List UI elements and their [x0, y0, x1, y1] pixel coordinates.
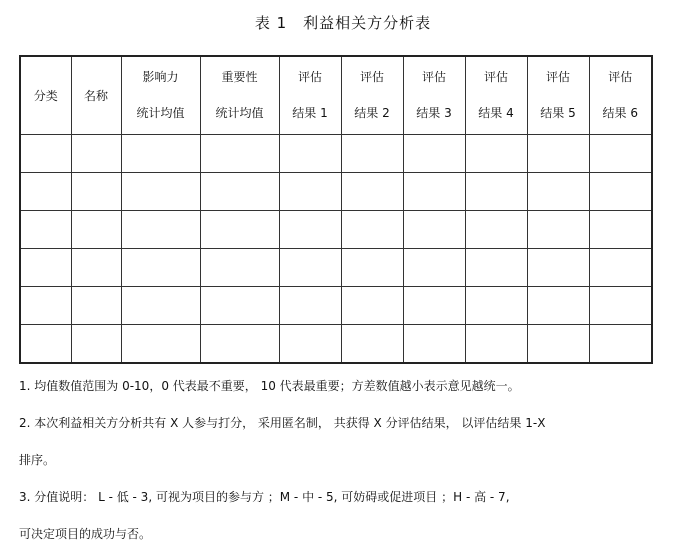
table-cell: [279, 134, 341, 172]
table-row: [21, 134, 651, 172]
table-cell: [121, 248, 200, 286]
table-cell: [71, 248, 121, 286]
table-row: [21, 248, 651, 286]
header-result-3: 评估 结果 3: [403, 57, 465, 134]
table-cell: [21, 248, 71, 286]
table-cell: [465, 134, 527, 172]
table-cell: [341, 210, 403, 248]
table-cell: [341, 248, 403, 286]
table-cell: [71, 286, 121, 324]
table-cell: [341, 134, 403, 172]
table-cell: [403, 286, 465, 324]
table-cell: [121, 324, 200, 362]
table-body: [21, 134, 651, 362]
header-result-4: 评估 结果 4: [465, 57, 527, 134]
table-cell: [589, 134, 651, 172]
header-result-6: 评估 结果 6: [589, 57, 651, 134]
table-cell: [465, 248, 527, 286]
table-cell: [527, 248, 589, 286]
table-cell: [403, 248, 465, 286]
table-cell: [589, 248, 651, 286]
table-cell: [279, 172, 341, 210]
table-cell: [121, 286, 200, 324]
table-cell: [465, 210, 527, 248]
table-cell: [200, 210, 279, 248]
header-result-2: 评估 结果 2: [341, 57, 403, 134]
table-cell: [200, 172, 279, 210]
table-cell: [589, 172, 651, 210]
table-cell: [71, 210, 121, 248]
table-cell: [121, 134, 200, 172]
table-cell: [403, 324, 465, 362]
table-row: [21, 210, 651, 248]
table-cell: [403, 210, 465, 248]
table-cell: [527, 172, 589, 210]
table-cell: [21, 324, 71, 362]
note-line: 2. 本次利益相关方分析共有 X 人参与打分， 采用匿名制， 共获得 X 分评估结果， 以评估结果 1-X: [19, 416, 546, 430]
table-cell: [589, 324, 651, 362]
table-cell: [403, 172, 465, 210]
note-line: 可决定项目的成功与否。: [19, 527, 152, 541]
header-influence: 影响力 统计均值: [121, 57, 200, 134]
header-name: 名称: [71, 57, 121, 134]
header-result-5: 评估 结果 5: [527, 57, 589, 134]
table-cell: [341, 172, 403, 210]
table-cell: [279, 286, 341, 324]
table-cell: [200, 248, 279, 286]
table-cell: [21, 210, 71, 248]
table-cell: [527, 286, 589, 324]
table-cell: [71, 324, 121, 362]
table-row: [21, 286, 651, 324]
table-header-row: [21, 57, 651, 134]
table-cell: [527, 324, 589, 362]
table-cell: [589, 210, 651, 248]
table-cell: [21, 134, 71, 172]
table-row: [21, 172, 651, 210]
table-cell: [200, 286, 279, 324]
table-cell: [200, 324, 279, 362]
table-title: 表 1 利益相关方分析表: [254, 14, 432, 32]
notes: [19, 368, 659, 553]
table-cell: [527, 134, 589, 172]
table-cell: [279, 210, 341, 248]
note-line: 1. 均值数值范围为 0-10，0 代表最不重要， 10 代表最重要；方差数值越小表示意见越统一。: [19, 379, 520, 393]
stakeholder-table: [19, 55, 653, 364]
table-cell: [527, 210, 589, 248]
table-cell: [341, 286, 403, 324]
table-cell: [71, 172, 121, 210]
table-cell: [21, 286, 71, 324]
table-cell: [200, 134, 279, 172]
table-cell: [121, 210, 200, 248]
table-cell: [403, 134, 465, 172]
note-line: 3. 分值说明： L - 低 - 3, 可视为项目的参与方 ；M - 中 - 5, 可妨碍或促进项目 ；H - 高 - 7,: [19, 490, 510, 504]
table-cell: [465, 286, 527, 324]
table-row: [21, 324, 651, 362]
table-cell: [279, 324, 341, 362]
header-category: 分类: [21, 57, 71, 134]
note-line: 排序。: [19, 453, 56, 467]
table-cell: [341, 324, 403, 362]
table-cell: [71, 134, 121, 172]
table-cell: [21, 172, 71, 210]
table-cell: [465, 172, 527, 210]
table-cell: [279, 248, 341, 286]
table-cell: [121, 172, 200, 210]
table-cell: [465, 324, 527, 362]
header-result-1: 评估 结果 1: [279, 57, 341, 134]
header-importance: 重要性 统计均值: [200, 57, 279, 134]
table-cell: [589, 286, 651, 324]
